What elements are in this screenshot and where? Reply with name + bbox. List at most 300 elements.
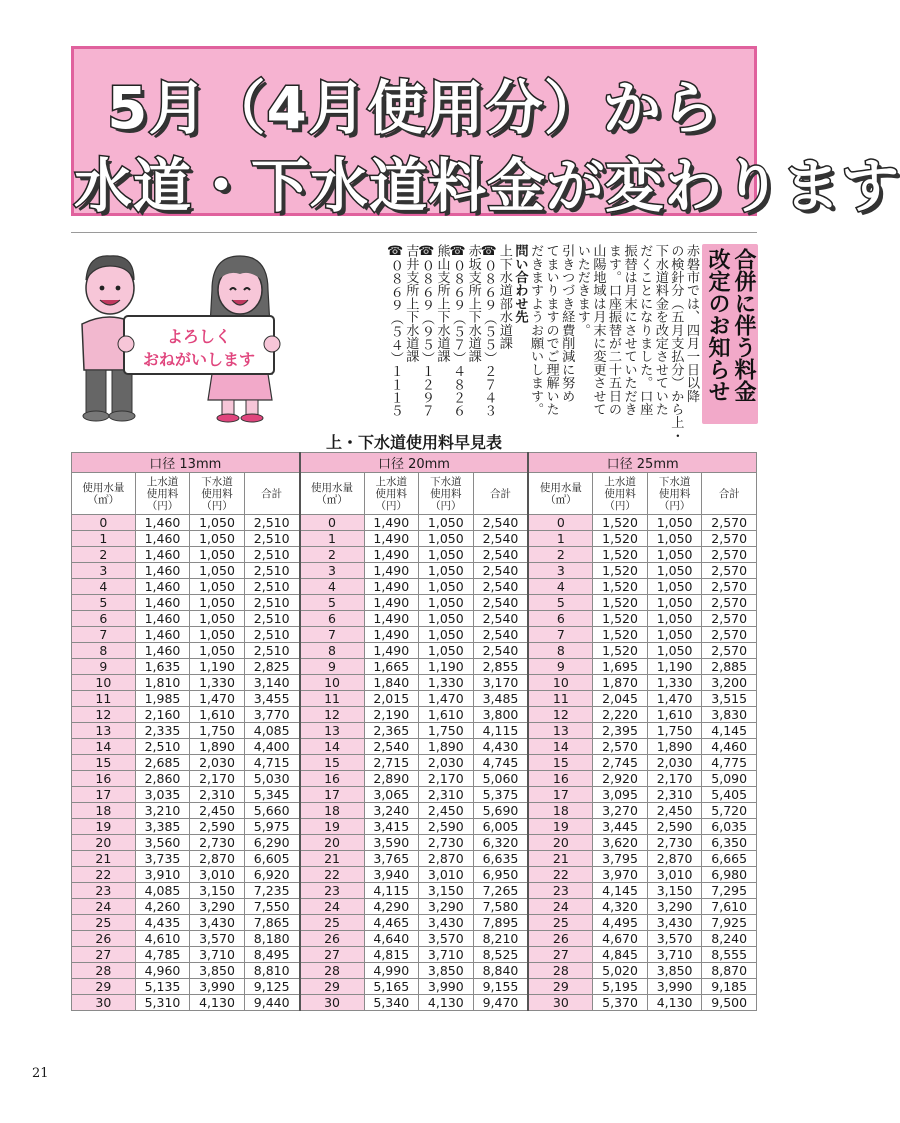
volume-cell: 25 bbox=[528, 915, 592, 931]
volume-cell: 30 bbox=[300, 995, 364, 1011]
volume-cell: 27 bbox=[300, 947, 364, 963]
total-cell: 4,715 bbox=[244, 755, 299, 771]
water-fee-cell: 3,270 bbox=[593, 803, 648, 819]
sewer-fee-header: 下水道 使用料 （円） bbox=[419, 473, 474, 515]
sewer-fee-cell: 1,050 bbox=[190, 563, 245, 579]
total-cell: 2,570 bbox=[702, 515, 757, 531]
total-cell: 6,350 bbox=[702, 835, 757, 851]
total-cell: 6,920 bbox=[244, 867, 299, 883]
sewer-fee-cell: 2,030 bbox=[190, 755, 245, 771]
staff-illustration bbox=[72, 240, 282, 425]
water-fee-cell: 1,490 bbox=[364, 643, 419, 659]
sewer-fee-cell: 1,330 bbox=[419, 675, 474, 691]
water-fee-cell: 4,320 bbox=[593, 899, 648, 915]
volume-cell: 1 bbox=[528, 531, 592, 547]
total-cell: 2,540 bbox=[473, 627, 528, 643]
water-fee-cell: 1,490 bbox=[364, 563, 419, 579]
notice-line: の検針分（五月支払分）から上・ bbox=[668, 244, 684, 442]
volume-header: 使用水量 （㎥） bbox=[300, 473, 364, 515]
water-fee-cell: 4,990 bbox=[364, 963, 419, 979]
volume-cell: 8 bbox=[72, 643, 136, 659]
sewer-fee-cell: 1,330 bbox=[647, 675, 702, 691]
total-cell: 6,950 bbox=[473, 867, 528, 883]
water-fee-cell: 1,840 bbox=[364, 675, 419, 691]
volume-cell: 16 bbox=[300, 771, 364, 787]
water-fee-cell: 3,910 bbox=[135, 867, 190, 883]
total-cell: 4,775 bbox=[702, 755, 757, 771]
table-row bbox=[72, 611, 757, 627]
table-row bbox=[72, 899, 757, 915]
total-cell: 3,170 bbox=[473, 675, 528, 691]
sewer-fee-cell: 1,050 bbox=[419, 531, 474, 547]
total-cell: 2,510 bbox=[244, 643, 299, 659]
table-row bbox=[72, 707, 757, 723]
sewer-fee-cell: 1,470 bbox=[190, 691, 245, 707]
sewer-fee-cell: 1,050 bbox=[190, 611, 245, 627]
notice-line: いただきます。 bbox=[574, 244, 590, 337]
total-cell: 7,235 bbox=[244, 883, 299, 899]
total-cell: 6,035 bbox=[702, 819, 757, 835]
sewer-fee-cell: 3,570 bbox=[647, 931, 702, 947]
volume-cell: 0 bbox=[72, 515, 136, 531]
volume-cell: 14 bbox=[528, 739, 592, 755]
total-cell: 3,800 bbox=[473, 707, 528, 723]
sewer-fee-cell: 3,290 bbox=[190, 899, 245, 915]
volume-cell: 12 bbox=[72, 707, 136, 723]
total-cell: 4,085 bbox=[244, 723, 299, 739]
water-fee-cell: 2,745 bbox=[593, 755, 648, 771]
sign-text-line-2: おねがいします bbox=[142, 350, 255, 369]
sewer-fee-cell: 3,150 bbox=[190, 883, 245, 899]
volume-cell: 11 bbox=[72, 691, 136, 707]
sewer-fee-cell: 2,030 bbox=[419, 755, 474, 771]
sewer-fee-cell: 2,170 bbox=[419, 771, 474, 787]
water-fee-cell: 4,785 bbox=[135, 947, 190, 963]
total-cell: 5,030 bbox=[244, 771, 299, 787]
total-cell: 8,555 bbox=[702, 947, 757, 963]
sewer-fee-cell: 1,050 bbox=[647, 595, 702, 611]
total-cell: 2,570 bbox=[702, 563, 757, 579]
table-row bbox=[72, 739, 757, 755]
water-fee-cell: 3,795 bbox=[593, 851, 648, 867]
total-cell: 5,090 bbox=[702, 771, 757, 787]
contact-heading: 問い合わせ先 bbox=[512, 244, 528, 324]
table-row bbox=[72, 547, 757, 563]
sewer-fee-cell: 1,050 bbox=[419, 643, 474, 659]
table-row bbox=[72, 883, 757, 899]
volume-cell: 0 bbox=[528, 515, 592, 531]
volume-header: 使用水量 （㎥） bbox=[72, 473, 136, 515]
volume-cell: 21 bbox=[528, 851, 592, 867]
rate-table bbox=[71, 452, 757, 1011]
total-cell: 7,265 bbox=[473, 883, 528, 899]
table-row bbox=[72, 835, 757, 851]
volume-cell: 22 bbox=[300, 867, 364, 883]
group-header-20mm: 口径 20mm bbox=[300, 453, 529, 473]
water-fee-cell: 1,460 bbox=[135, 563, 190, 579]
water-fee-cell: 1,520 bbox=[593, 611, 648, 627]
sewer-fee-cell: 2,870 bbox=[647, 851, 702, 867]
table-row bbox=[72, 675, 757, 691]
water-fee-cell: 1,520 bbox=[593, 563, 648, 579]
total-cell: 2,540 bbox=[473, 531, 528, 547]
sewer-fee-cell: 1,890 bbox=[419, 739, 474, 755]
sewer-fee-cell: 1,050 bbox=[419, 595, 474, 611]
total-header: 合計 bbox=[244, 473, 299, 515]
water-fee-cell: 1,520 bbox=[593, 515, 648, 531]
sewer-fee-cell: 1,750 bbox=[647, 723, 702, 739]
sewer-fee-cell: 1,890 bbox=[190, 739, 245, 755]
column-header-row bbox=[72, 473, 757, 515]
volume-cell: 4 bbox=[528, 579, 592, 595]
volume-cell: 0 bbox=[300, 515, 364, 531]
volume-cell: 18 bbox=[300, 803, 364, 819]
total-cell: 2,570 bbox=[702, 595, 757, 611]
volume-cell: 29 bbox=[300, 979, 364, 995]
total-cell: 6,290 bbox=[244, 835, 299, 851]
water-fee-cell: 2,510 bbox=[135, 739, 190, 755]
volume-cell: 13 bbox=[72, 723, 136, 739]
total-cell: 8,180 bbox=[244, 931, 299, 947]
headline-line-1: 5月（4月使用分）から bbox=[107, 74, 721, 142]
total-cell: 9,155 bbox=[473, 979, 528, 995]
water-fee-cell: 1,520 bbox=[593, 579, 648, 595]
volume-cell: 9 bbox=[300, 659, 364, 675]
water-fee-cell: 4,465 bbox=[364, 915, 419, 931]
water-fee-cell: 2,920 bbox=[593, 771, 648, 787]
sewer-fee-cell: 4,130 bbox=[190, 995, 245, 1011]
total-cell: 2,510 bbox=[244, 515, 299, 531]
water-fee-cell: 1,490 bbox=[364, 595, 419, 611]
water-fee-cell: 5,165 bbox=[364, 979, 419, 995]
volume-cell: 20 bbox=[72, 835, 136, 851]
water-fee-cell: 4,115 bbox=[364, 883, 419, 899]
sewer-fee-cell: 2,870 bbox=[419, 851, 474, 867]
volume-cell: 8 bbox=[528, 643, 592, 659]
total-cell: 6,005 bbox=[473, 819, 528, 835]
table-row bbox=[72, 579, 757, 595]
total-cell: 2,540 bbox=[473, 563, 528, 579]
water-fee-cell: 3,095 bbox=[593, 787, 648, 803]
volume-cell: 12 bbox=[300, 707, 364, 723]
sewer-fee-cell: 1,610 bbox=[190, 707, 245, 723]
sewer-fee-cell: 1,610 bbox=[647, 707, 702, 723]
volume-cell: 13 bbox=[300, 723, 364, 739]
volume-cell: 22 bbox=[528, 867, 592, 883]
total-header: 合計 bbox=[702, 473, 757, 515]
water-fee-cell: 4,435 bbox=[135, 915, 190, 931]
sewer-fee-cell: 2,730 bbox=[647, 835, 702, 851]
sewer-fee-cell: 3,010 bbox=[419, 867, 474, 883]
water-fee-cell: 1,985 bbox=[135, 691, 190, 707]
total-cell: 3,770 bbox=[244, 707, 299, 723]
sewer-fee-cell: 2,450 bbox=[419, 803, 474, 819]
water-fee-cell: 2,395 bbox=[593, 723, 648, 739]
total-cell: 5,375 bbox=[473, 787, 528, 803]
water-fee-header: 上水道 使用料 （円） bbox=[593, 473, 648, 515]
sewer-fee-header: 下水道 使用料 （円） bbox=[190, 473, 245, 515]
sewer-fee-cell: 1,050 bbox=[190, 627, 245, 643]
volume-cell: 4 bbox=[300, 579, 364, 595]
volume-cell: 6 bbox=[72, 611, 136, 627]
water-fee-header: 上水道 使用料 （円） bbox=[135, 473, 190, 515]
total-cell: 5,405 bbox=[702, 787, 757, 803]
water-fee-cell: 4,495 bbox=[593, 915, 648, 931]
volume-cell: 11 bbox=[528, 691, 592, 707]
sewer-fee-cell: 2,730 bbox=[419, 835, 474, 851]
volume-cell: 17 bbox=[300, 787, 364, 803]
water-fee-cell: 2,045 bbox=[593, 691, 648, 707]
volume-cell: 28 bbox=[300, 963, 364, 979]
water-fee-cell: 4,085 bbox=[135, 883, 190, 899]
total-cell: 2,570 bbox=[702, 627, 757, 643]
divider bbox=[71, 232, 757, 233]
water-fee-cell: 4,610 bbox=[135, 931, 190, 947]
table-row bbox=[72, 771, 757, 787]
volume-cell: 8 bbox=[300, 643, 364, 659]
water-fee-cell: 2,715 bbox=[364, 755, 419, 771]
total-cell: 4,145 bbox=[702, 723, 757, 739]
volume-cell: 22 bbox=[72, 867, 136, 883]
sewer-fee-cell: 1,050 bbox=[419, 627, 474, 643]
sewer-fee-cell: 2,450 bbox=[190, 803, 245, 819]
volume-cell: 21 bbox=[72, 851, 136, 867]
total-cell: 3,140 bbox=[244, 675, 299, 691]
total-cell: 2,540 bbox=[473, 595, 528, 611]
total-cell: 7,295 bbox=[702, 883, 757, 899]
water-fee-cell: 1,460 bbox=[135, 611, 190, 627]
total-cell: 5,720 bbox=[702, 803, 757, 819]
total-cell: 3,200 bbox=[702, 675, 757, 691]
notice-line: 引きつづき経費削減に努め bbox=[559, 244, 575, 403]
volume-cell: 4 bbox=[72, 579, 136, 595]
water-fee-cell: 2,015 bbox=[364, 691, 419, 707]
volume-cell: 7 bbox=[528, 627, 592, 643]
water-fee-cell: 5,340 bbox=[364, 995, 419, 1011]
water-fee-cell: 3,065 bbox=[364, 787, 419, 803]
sewer-fee-cell: 3,290 bbox=[647, 899, 702, 915]
total-cell: 6,635 bbox=[473, 851, 528, 867]
total-cell: 7,925 bbox=[702, 915, 757, 931]
sewer-fee-cell: 3,710 bbox=[647, 947, 702, 963]
total-cell: 2,570 bbox=[702, 579, 757, 595]
sewer-fee-cell: 1,050 bbox=[647, 579, 702, 595]
sewer-fee-cell: 1,050 bbox=[190, 579, 245, 595]
sewer-fee-cell: 1,610 bbox=[419, 707, 474, 723]
water-fee-cell: 4,145 bbox=[593, 883, 648, 899]
notice-line: 赤磐市では、四月一日以降 bbox=[684, 244, 699, 403]
notice-body bbox=[282, 244, 757, 442]
volume-cell: 1 bbox=[72, 531, 136, 547]
water-fee-cell: 5,195 bbox=[593, 979, 648, 995]
water-fee-cell: 2,220 bbox=[593, 707, 648, 723]
table-title: 上・下水道使用料早見表 bbox=[325, 433, 502, 452]
notice-line: だきますようお願いします。 bbox=[528, 244, 544, 416]
water-fee-cell: 1,520 bbox=[593, 531, 648, 547]
sewer-fee-cell: 3,290 bbox=[419, 899, 474, 915]
contact-tel: ☎０８６９（５７）４８２６ bbox=[450, 244, 466, 418]
sewer-fee-cell: 1,050 bbox=[647, 627, 702, 643]
volume-cell: 30 bbox=[528, 995, 592, 1011]
sewer-fee-cell: 1,890 bbox=[647, 739, 702, 755]
sewer-fee-cell: 1,750 bbox=[419, 723, 474, 739]
volume-cell: 19 bbox=[72, 819, 136, 835]
water-fee-cell: 2,335 bbox=[135, 723, 190, 739]
sewer-fee-cell: 3,850 bbox=[419, 963, 474, 979]
water-fee-cell: 4,640 bbox=[364, 931, 419, 947]
table-row bbox=[72, 691, 757, 707]
total-cell: 4,400 bbox=[244, 739, 299, 755]
total-cell: 2,510 bbox=[244, 627, 299, 643]
total-header: 合計 bbox=[473, 473, 528, 515]
sign-text-line-1: よろしく bbox=[166, 327, 231, 346]
total-cell: 3,830 bbox=[702, 707, 757, 723]
water-fee-cell: 4,260 bbox=[135, 899, 190, 915]
water-fee-cell: 1,490 bbox=[364, 531, 419, 547]
volume-cell: 29 bbox=[528, 979, 592, 995]
total-cell: 9,440 bbox=[244, 995, 299, 1011]
headline-line-2: 水道・下水道料金が変わります bbox=[74, 152, 900, 220]
sewer-fee-cell: 3,430 bbox=[647, 915, 702, 931]
sewer-fee-cell: 3,430 bbox=[419, 915, 474, 931]
water-fee-cell: 2,190 bbox=[364, 707, 419, 723]
total-cell: 3,485 bbox=[473, 691, 528, 707]
table-row bbox=[72, 819, 757, 835]
total-cell: 2,510 bbox=[244, 563, 299, 579]
volume-header: 使用水量 （㎥） bbox=[528, 473, 592, 515]
total-cell: 2,825 bbox=[244, 659, 299, 675]
sewer-fee-cell: 1,330 bbox=[190, 675, 245, 691]
total-cell: 2,570 bbox=[702, 531, 757, 547]
sewer-fee-cell: 1,190 bbox=[190, 659, 245, 675]
water-fee-cell: 3,445 bbox=[593, 819, 648, 835]
sewer-fee-cell: 2,450 bbox=[647, 803, 702, 819]
volume-cell: 25 bbox=[72, 915, 136, 931]
contact-tel: ☎０８６９（５４）１１１５ bbox=[387, 244, 403, 418]
sewer-fee-header: 下水道 使用料 （円） bbox=[647, 473, 702, 515]
sewer-fee-cell: 3,150 bbox=[419, 883, 474, 899]
table-row bbox=[72, 851, 757, 867]
sewer-fee-cell: 1,050 bbox=[190, 595, 245, 611]
volume-cell: 5 bbox=[72, 595, 136, 611]
volume-cell: 18 bbox=[528, 803, 592, 819]
volume-cell: 16 bbox=[528, 771, 592, 787]
table-row bbox=[72, 947, 757, 963]
total-cell: 2,570 bbox=[702, 643, 757, 659]
total-cell: 2,540 bbox=[473, 611, 528, 627]
water-fee-cell: 2,860 bbox=[135, 771, 190, 787]
headline-banner bbox=[71, 46, 900, 220]
sewer-fee-cell: 3,990 bbox=[647, 979, 702, 995]
volume-cell: 18 bbox=[72, 803, 136, 819]
water-fee-cell: 1,870 bbox=[593, 675, 648, 691]
volume-cell: 24 bbox=[528, 899, 592, 915]
table-row bbox=[72, 787, 757, 803]
water-fee-cell: 1,520 bbox=[593, 595, 648, 611]
water-fee-cell: 1,490 bbox=[364, 515, 419, 531]
water-fee-cell: 2,540 bbox=[364, 739, 419, 755]
total-cell: 2,540 bbox=[473, 643, 528, 659]
sewer-fee-cell: 3,850 bbox=[190, 963, 245, 979]
sewer-fee-cell: 2,730 bbox=[190, 835, 245, 851]
volume-cell: 1 bbox=[300, 531, 364, 547]
contact-tel: ☎０８６９（５５）２７４３ bbox=[481, 244, 497, 418]
total-cell: 9,500 bbox=[702, 995, 757, 1011]
table-row bbox=[72, 931, 757, 947]
volume-cell: 6 bbox=[528, 611, 592, 627]
water-fee-cell: 3,940 bbox=[364, 867, 419, 883]
volume-cell: 9 bbox=[528, 659, 592, 675]
total-cell: 8,495 bbox=[244, 947, 299, 963]
volume-cell: 24 bbox=[300, 899, 364, 915]
sewer-fee-cell: 1,050 bbox=[190, 547, 245, 563]
volume-cell: 19 bbox=[300, 819, 364, 835]
table-row bbox=[72, 531, 757, 547]
total-cell: 2,510 bbox=[244, 611, 299, 627]
sewer-fee-cell: 1,050 bbox=[647, 531, 702, 547]
sewer-fee-cell: 2,590 bbox=[419, 819, 474, 835]
volume-cell: 23 bbox=[528, 883, 592, 899]
total-cell: 2,540 bbox=[473, 515, 528, 531]
sewer-fee-cell: 1,050 bbox=[190, 643, 245, 659]
sewer-fee-cell: 1,050 bbox=[190, 531, 245, 547]
volume-cell: 7 bbox=[72, 627, 136, 643]
total-cell: 4,430 bbox=[473, 739, 528, 755]
sewer-fee-cell: 3,710 bbox=[190, 947, 245, 963]
sewer-fee-cell: 4,130 bbox=[419, 995, 474, 1011]
total-cell: 8,210 bbox=[473, 931, 528, 947]
water-fee-cell: 5,020 bbox=[593, 963, 648, 979]
volume-cell: 15 bbox=[72, 755, 136, 771]
volume-cell: 17 bbox=[528, 787, 592, 803]
water-fee-cell: 3,240 bbox=[364, 803, 419, 819]
group-header-13mm: 口径 13mm bbox=[72, 453, 300, 473]
water-fee-cell: 2,160 bbox=[135, 707, 190, 723]
water-fee-cell: 1,520 bbox=[593, 643, 648, 659]
water-fee-cell: 4,670 bbox=[593, 931, 648, 947]
notice-line: 下水道料金を改定させていた bbox=[652, 244, 668, 416]
sewer-fee-cell: 1,190 bbox=[419, 659, 474, 675]
volume-cell: 27 bbox=[528, 947, 592, 963]
total-cell: 5,975 bbox=[244, 819, 299, 835]
sewer-fee-cell: 4,130 bbox=[647, 995, 702, 1011]
volume-cell: 10 bbox=[528, 675, 592, 691]
total-cell: 2,570 bbox=[702, 611, 757, 627]
sewer-fee-cell: 2,310 bbox=[419, 787, 474, 803]
total-cell: 3,515 bbox=[702, 691, 757, 707]
sewer-fee-cell: 3,710 bbox=[419, 947, 474, 963]
water-fee-cell: 1,460 bbox=[135, 547, 190, 563]
group-header-25mm: 口径 25mm bbox=[528, 453, 756, 473]
water-fee-cell: 1,490 bbox=[364, 579, 419, 595]
total-cell: 2,540 bbox=[473, 547, 528, 563]
table-row bbox=[72, 963, 757, 979]
notice-line: ます。口座振替が二十五日の bbox=[606, 244, 622, 416]
water-fee-cell: 1,635 bbox=[135, 659, 190, 675]
total-cell: 8,840 bbox=[473, 963, 528, 979]
sewer-fee-cell: 3,010 bbox=[647, 867, 702, 883]
table-row bbox=[72, 995, 757, 1011]
volume-cell: 2 bbox=[72, 547, 136, 563]
water-fee-cell: 3,385 bbox=[135, 819, 190, 835]
notice-line: 山陽地域は月末に変更させて bbox=[590, 244, 606, 416]
volume-cell: 20 bbox=[528, 835, 592, 851]
total-cell: 4,115 bbox=[473, 723, 528, 739]
table-row bbox=[72, 515, 757, 531]
sewer-fee-cell: 1,050 bbox=[419, 611, 474, 627]
total-cell: 8,870 bbox=[702, 963, 757, 979]
water-fee-cell: 5,370 bbox=[593, 995, 648, 1011]
